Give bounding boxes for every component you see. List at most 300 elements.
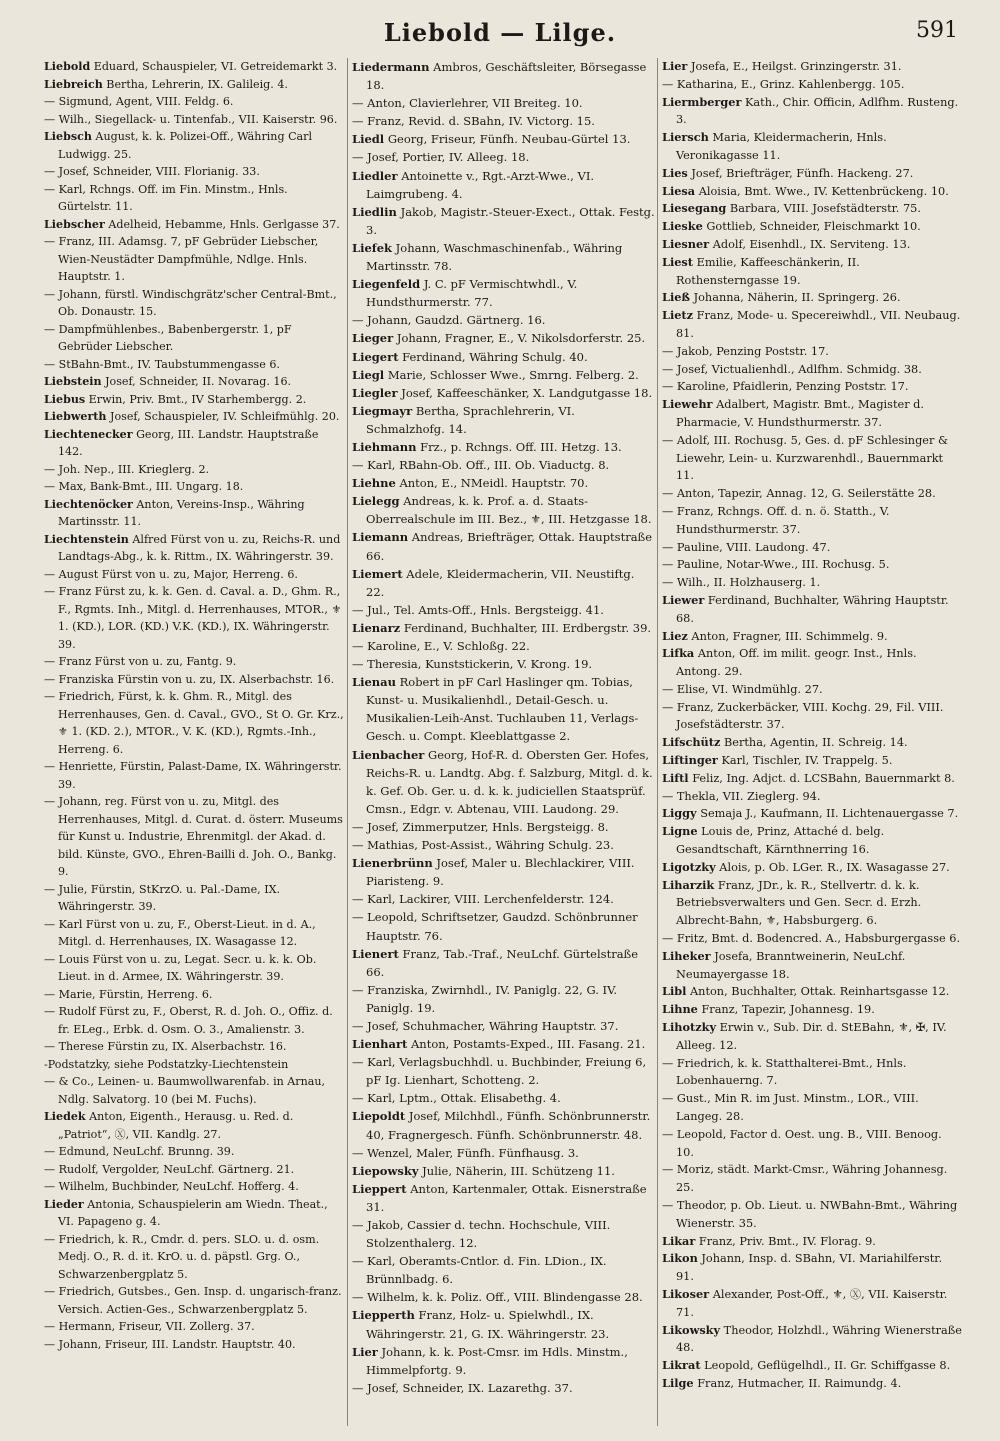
entry-surname: Ließ [662, 290, 691, 305]
entry-details: — Karl, Oberamts-Cntlor. d. Fin. LDion., IX. Brünnlbadg. 6. [352, 1254, 607, 1287]
entry-details: — Jakob, Penzing Poststr. 17. [662, 344, 829, 358]
directory-entry [352, 528, 656, 564]
directory-entry [352, 565, 656, 601]
directory-entry [44, 1003, 344, 1038]
entry-details: Josef, Schneider, II. Novarag. 16. [101, 375, 292, 388]
entry-surname: Liftinger [662, 753, 718, 768]
entry-details: Johanna, Näherin, II. Springerg. 26. [690, 291, 901, 305]
entry-details: Anton, Kartenmaler, Ottak. Eisnerstraße 31. [366, 1181, 647, 1214]
entry-details: Ambros, Geschäftsleiter, Börsegasse 18. [366, 60, 647, 93]
entry-surname: Liedermann [352, 60, 430, 74]
entry-details: Alexander, Post-Off., ⚜, Ⓧ, VII. Kaiserstr. 71. [676, 1287, 948, 1319]
directory-entry [352, 348, 656, 366]
directory-entry [662, 1286, 962, 1322]
entry-details: Franz, Mode- u. Specereiwhdl., VII. Neubaug. 81. [676, 309, 961, 340]
directory-entry [662, 432, 962, 485]
entry-details: Bertha, Sprachlehrerin, VI. Schmalzhofg. 14. [366, 403, 575, 436]
entry-surname: Liebstein [44, 375, 102, 388]
directory-entry [44, 163, 344, 181]
entry-details: — Leopold, Factor d. Oest. ung. B., VIII. Benoog. 10. [662, 1127, 942, 1159]
directory-entry [662, 1375, 962, 1393]
entry-details: Karl, Tischler, IV. Trappelg. 5. [717, 754, 893, 768]
directory-entry [662, 788, 962, 806]
entry-details: Josef, Milchhdl., Fünfh. Schönbrunnerstr. 40, Fragnergesch. Fünfh. Schönbrunnerstr. 48. [366, 1109, 651, 1142]
entry-details: — Franz Fürst von u. zu, Fantg. 9. [44, 655, 237, 668]
entry-surname: Lienau [352, 675, 396, 690]
directory-entry [662, 485, 962, 503]
directory-entry [44, 1196, 344, 1231]
directory-entry [662, 218, 962, 236]
directory-entry [352, 474, 656, 492]
entry-details: — Max, Bank-Bmt., III. Ungarg. 18. [44, 480, 244, 493]
directory-entry [44, 286, 344, 321]
entry-details: — Moriz, städt. Markt-Cmsr., Währing Johannesg. 25. [662, 1163, 948, 1195]
entry-details: — Karl, Rchngs. Off. im Fin. Minstm., Hnls. Gürtelstr. 11. [44, 182, 288, 213]
directory-entry [352, 1216, 656, 1252]
directory-entry [44, 1318, 344, 1336]
entry-surname: Lienhart [352, 1037, 408, 1052]
directory-entry [662, 503, 962, 539]
directory-entry [662, 1357, 962, 1375]
entry-details: Franz, Tapezir, Johannesg. 19. [697, 1003, 875, 1017]
entry-details: Erwin, Priv. Bmt., IV Starhembergg. 2. [85, 392, 307, 406]
directory-entry [662, 859, 962, 877]
directory-entry [44, 583, 344, 653]
column-2 [352, 58, 656, 1397]
entry-surname: Liepoldt [352, 1109, 406, 1124]
entry-surname: Liechtenöcker [44, 497, 133, 511]
directory-entry [352, 1053, 656, 1089]
directory-entry [44, 688, 344, 758]
directory-entry [44, 653, 344, 671]
entry-surname: Liemann [352, 530, 409, 545]
directory-entry [44, 216, 344, 234]
directory-entry [44, 1161, 344, 1179]
directory-entry [662, 805, 962, 823]
entry-surname: Liewehr [662, 397, 713, 412]
entry-details: Anton, Eigenth., Herausg. u. Red. d. „Patriot“, Ⓧ, VII. Kandlg. 27. [58, 1110, 294, 1141]
entry-details: — Josef, Schuhmacher, Währing Hauptstr. 37. [352, 1018, 619, 1033]
directory-entry [44, 93, 344, 111]
directory-entry [352, 402, 656, 438]
entry-surname: Liegmayr [352, 403, 413, 418]
entry-details: Marie, Schlosser Wwe., Smrng. Felberg. 2. [384, 367, 639, 382]
entry-details: Andreas, Briefträger, Ottak. Hauptstraße 66. [366, 530, 653, 563]
entry-details: — Jakob, Cassier d. techn. Hochschule, VIII. Stolzenthalerg. 12. [352, 1218, 611, 1251]
directory-entry [662, 574, 962, 592]
entry-surname: Liepowsky [352, 1163, 419, 1178]
entry-details: Aloisia, Bmt. Wwe., IV. Kettenbrückeng. 10. [695, 184, 949, 198]
directory-entry [44, 1056, 344, 1074]
directory-entry [44, 233, 344, 286]
entry-surname: Liegert [352, 349, 399, 364]
directory-entry [662, 1233, 962, 1251]
directory-entry [352, 130, 656, 148]
entry-details: Antonia, Schauspielerin am Wiedn. Theat., VI. Papageno g. 4. [58, 1197, 328, 1228]
entry-details: — Thekla, VII. Zieglerg. 94. [662, 789, 821, 803]
entry-surname: Lienerbrünn [352, 856, 433, 871]
directory-entry [352, 94, 656, 112]
entry-surname: Liebold [44, 60, 91, 73]
entry-details: — Wenzel, Maler, Fünfh. Fünfhausg. 3. [352, 1145, 579, 1160]
entry-surname: Liechtenstein [44, 532, 129, 546]
directory-entry [662, 645, 962, 681]
entry-details: — Fritz, Bmt. d. Bodencred. A., Habsburgergasse 6. [662, 932, 961, 946]
entry-surname: Liesa [662, 183, 696, 198]
directory-entry [352, 655, 656, 673]
entry-surname: Liegler [352, 385, 398, 400]
entry-surname: Liegenfeld [352, 277, 421, 292]
directory-entry [352, 384, 656, 402]
entry-details: — Franz, III. Adamsg. 7, pF Gebrüder Liebscher, Wien-Neustädter Dampfmühle, Ndlge. Hnls. Hauptstr. 1. [44, 235, 319, 283]
directory-entry [352, 239, 656, 275]
directory-entry [352, 637, 656, 655]
entry-details: — Elise, VI. Windmühlg. 27. [662, 682, 823, 696]
directory-entry [352, 275, 656, 311]
entry-details: — Friedrich, Fürst, k. k. Ghm. R., Mitgl. des Herrenhauses, Gen. d. Caval., GVO., St O. Gr. Krz., ⚜ 1. (KD. 2.), MTOR., V. K. (KD.), Rgmts.-Inh., Herreng. 6. [44, 690, 344, 756]
entry-details: Maria, Kleidermacherin, Hnls. Veronikagasse 11. [676, 131, 887, 162]
entry-details: Johann, k. k. Post-Cmsr. im Hdls. Minstm., Himmelpfortg. 9. [366, 1344, 628, 1377]
entry-surname: Liebus [44, 392, 86, 406]
entry-details: Anton, Vereins-Insp., Währing Martinsstr. 11. [58, 497, 305, 528]
directory-entry [662, 539, 962, 557]
entry-details: Franz, Holz- u. Spielwhdl., IX. Währingerstr. 21, G. IX. Währingerstr. 23. [366, 1308, 610, 1341]
entry-details: Robert in pF Carl Haslinger qm. Tobias, Kunst- u. Musikalienhdl., Detail-Gesch. u. Musikalien-Leih-Anst. Tuchlauben 11, Verlags-Gesch. u. Compt. Kleeblattgasse 2. [366, 675, 639, 744]
entry-details: Ferdinand, Buchhalter, Währing Hauptstr. 68. [676, 593, 949, 625]
column-3 [662, 58, 962, 1393]
entry-details: — Julie, Fürstin, StKrzO. u. Pal.-Dame, IX. Währingerstr. 39. [44, 882, 281, 913]
directory-entry [352, 148, 656, 166]
directory-entry [44, 566, 344, 584]
directory-entry [352, 1162, 656, 1180]
entry-details: — Theresia, Kunststickerin, V. Krong. 19. [352, 657, 593, 672]
entry-details: — Johann, Friseur, III. Landstr. Hauptstr. 40. [44, 1337, 296, 1351]
entry-details: — Henriette, Fürstin, Palast-Dame, IX. Währingerstr. 39. [44, 760, 342, 791]
directory-entry [44, 1283, 344, 1318]
entry-surname: Liggy [662, 806, 697, 821]
directory-entry [352, 167, 656, 203]
entry-surname: Lieder [44, 1197, 84, 1211]
entry-surname: Likowsky [662, 1322, 721, 1337]
entry-details: Johann, Fragner, E., V. Nikolsdorferstr. 25. [393, 331, 646, 346]
entry-details: Franz, Hutmacher, II. Raimundg. 4. [693, 1376, 902, 1390]
directory-entry [352, 854, 656, 890]
directory-entry [352, 492, 656, 528]
directory-entry [352, 601, 656, 619]
directory-entry [662, 129, 962, 165]
entry-details: — Franz, Rchngs. Off. d. n. ö. Statth., V. Hundsthurmerstr. 37. [662, 504, 890, 536]
directory-entry [662, 1055, 962, 1091]
entry-details: — Josef, Schneider, IX. Lazarethg. 37. [352, 1380, 573, 1395]
entry-surname: Liemert [352, 566, 403, 581]
directory-entry [662, 556, 962, 574]
entry-details: Erwin v., Sub. Dir. d. StEBahn, ⚜, ✠, IV. Alleeg. 12. [676, 1021, 947, 1052]
entry-surname: Liebwerth [44, 410, 107, 423]
directory-entry [662, 1019, 962, 1055]
entry-details: — Pauline, Notar-Wwe., III. Rochusg. 5. [662, 558, 890, 572]
directory-entry [44, 321, 344, 356]
entry-details: — Wilhelm, k. k. Poliz. Off., VIII. Blindengasse 28. [352, 1290, 643, 1305]
entry-surname: Lier [662, 59, 688, 73]
entry-details: Ferdinand, Währing Schulg. 40. [398, 349, 588, 364]
directory-entry [352, 890, 656, 908]
entry-surname: Lienert [352, 946, 399, 961]
entry-details: — Friedrich, k. k. Statthalterei-Bmt., Hnls. Lobenhauerng. 7. [662, 1056, 907, 1088]
entry-details: Frz., p. Rchngs. Off. III. Hetzg. 13. [416, 439, 622, 454]
directory-entry [44, 356, 344, 374]
entry-surname: Lieske [662, 219, 703, 234]
entry-surname: Liedek [44, 1110, 86, 1123]
entry-details: — Marie, Fürstin, Herreng. 6. [44, 987, 213, 1001]
entry-details: — Karl, Verlagsbuchhdl. u. Buchbinder, Freiung 6, pF Ig. Lienhart, Schotteng. 2. [352, 1055, 647, 1088]
entry-details: — Wilh., Siegellack- u. Tintenfab., VII. Kaiserstr. 96. [44, 112, 338, 126]
entry-details: Feliz, Ing. Adjct. d. LCSBahn, Bauernmarkt 8. [688, 771, 955, 785]
entry-details: — StBahn-Bmt., IV. Taubstummengasse 6. [44, 357, 280, 371]
entry-details: — Sigmund, Agent, VIII. Feldg. 6. [44, 95, 234, 108]
directory-entry [662, 76, 962, 94]
entry-details: — Hermann, Friseur, VII. Zollerg. 37. [44, 1320, 255, 1333]
directory-entry [352, 1144, 656, 1162]
entry-details: Emilie, Kaffeeschänkerin, II. Rothensterngasse 19. [676, 255, 860, 287]
entry-details: — Karl, RBahn-Ob. Off., III. Ob. Viaductg. 8. [352, 458, 610, 473]
entry-surname: Liegl [352, 367, 385, 382]
entry-details: Josefa, Branntweinerin, NeuLchf. Neumayergasse 18. [676, 949, 906, 981]
directory-entry [662, 734, 962, 752]
directory-entry [662, 165, 962, 183]
entry-surname: Lies [662, 165, 688, 180]
directory-entry [352, 1288, 656, 1306]
entry-surname: Liheker [662, 948, 711, 963]
running-title: Liebold — Lilge. [383, 18, 617, 47]
entry-details: Josef, Kaffeeschänker, X. Landgutgasse 18. [397, 385, 653, 400]
entry-surname: Liebreich [44, 77, 103, 91]
directory-entry [44, 1143, 344, 1161]
entry-details: — Josef, Schneider, VIII. Florianig. 33. [44, 165, 260, 178]
entry-details: Bertha, Lehrerin, IX. Galileig. 4. [102, 77, 288, 91]
entry-details: — & Co., Leinen- u. Baumwollwarenfab. in Arnau, Ndlg. Salvatorg. 10 (bei M. Fuchs). [44, 1075, 326, 1106]
directory-entry [44, 531, 344, 566]
directory-entry [662, 681, 962, 699]
entry-details: — Anton, Clavierlehrer, VII Breiteg. 10. [352, 96, 583, 111]
entry-details: Georg, Hof-R. d. Obersten Ger. Hofes, Reichs-R. u. Landtg. Abg. f. Salzburg, Mitgl. d. k. k. Gef. Ob. Ger. u. d. k. k. judiciellen Staatsprüf. Cmsn., Edgr. v. Abtenau, VIII. Laudong. 29. [366, 747, 653, 816]
directory-entry [352, 1306, 656, 1342]
directory-entry [352, 945, 656, 981]
directory-entry [44, 373, 344, 391]
entry-details: Gottlieb, Schneider, Fleischmarkt 10. [702, 220, 921, 234]
entry-details: Franz, Tab.-Traf., NeuLchf. Gürtelstraße 66. [366, 946, 639, 979]
entry-details: — Pauline, VIII. Laudong. 47. [662, 540, 831, 554]
entry-surname: Likar [662, 1233, 696, 1248]
directory-entry [352, 203, 656, 239]
directory-entry [662, 254, 962, 290]
entry-details: — Theodor, p. Ob. Lieut. u. NWBahn-Bmt., Währing Wienerstr. 35. [662, 1199, 958, 1230]
entry-surname: Lihne [662, 1002, 698, 1017]
entry-details: — Franz, Revid. d. SBahn, IV. Victorg. 15. [352, 114, 595, 129]
entry-details: — Wilhelm, Buchbinder, NeuLchf. Hofferg. 4. [44, 1180, 299, 1193]
entry-details: Josef, Briefträger, Fünfh. Hackeng. 27. [687, 166, 914, 180]
entry-details: Louis de, Prinz, Attaché d. belg. Gesandtschaft, Kärnthnerring 16. [676, 825, 885, 857]
directory-entry [352, 1089, 656, 1107]
entry-details: Semaja J., Kaufmann, II. Lichtenauergasse 7. [696, 807, 959, 821]
directory-entry [44, 391, 344, 409]
entry-surname: Liepperth [352, 1308, 415, 1323]
directory-entry [662, 752, 962, 770]
directory-entry [44, 426, 344, 461]
entry-surname: Liersch [662, 130, 709, 145]
entry-details: — Gust., Min R. im Just. Minstm., LOR., VIII. Langeg. 28. [662, 1092, 919, 1124]
entry-details: Antoinette v., Rgt.-Arzt-Wwe., VI. Laimgrubeng. 4. [366, 168, 595, 201]
directory-entry [662, 183, 962, 201]
entry-surname: Liez [662, 628, 688, 643]
entry-surname: Liedler [352, 168, 398, 183]
entry-details: Theodor, Holzhdl., Währing Wienerstraße 48. [676, 1323, 962, 1355]
directory-entry [352, 438, 656, 456]
entry-surname: Lifka [662, 646, 695, 661]
entry-details: — Josef, Portier, IV. Alleeg. 18. [352, 150, 530, 165]
entry-details: Alfred Fürst von u. zu, Reichs-R. und Landtags-Abg., k. k. Rittm., IX. Währingerstr. 39. [58, 532, 341, 563]
directory-entry [662, 983, 962, 1001]
directory-entry [352, 1107, 656, 1143]
entry-details: Eduard, Schauspieler, VI. Getreidemarkt 3. [90, 60, 338, 73]
directory-entry [44, 496, 344, 531]
directory-entry [44, 461, 344, 479]
directory-entry [352, 1017, 656, 1035]
entry-details: — Josef, Zimmerputzer, Hnls. Bergsteigg. 8. [352, 819, 609, 834]
entry-surname: Liesegang [662, 201, 727, 216]
column-rule [347, 58, 348, 1426]
directory-entry [352, 981, 656, 1017]
entry-surname: Lieger [352, 331, 394, 346]
directory-entry [44, 916, 344, 951]
entry-surname: Liharzik [662, 877, 715, 892]
entry-surname: Likoser [662, 1286, 710, 1301]
entry-details: — Franz, Zuckerbäcker, VIII. Kochg. 29, Fil. VIII. Josefstädterstr. 37. [662, 700, 944, 732]
entry-surname: Ligne [662, 824, 698, 839]
entry-details: — Mathias, Post-Assist., Währing Schulg. 23. [352, 838, 614, 853]
entry-surname: Liedl [352, 132, 385, 147]
entry-details: — Edmund, NeuLchf. Brunng. 39. [44, 1145, 235, 1158]
directory-entry [662, 396, 962, 432]
entry-surname: Liechtenecker [44, 427, 133, 441]
directory-entry [662, 58, 962, 76]
entry-details: — Franz Fürst zu, k. k. Gen. d. Caval. a. D., Ghm. R., F., Rgmts. Inh., Mitgl. d. Herrenhauses, MTOR., ⚜ 1. (KD.), LOR. (KD.) V.K. (KD.), IX. Währingerstr. 39. [44, 585, 342, 651]
directory-entry [44, 1038, 344, 1056]
entry-surname: Liermberger [662, 94, 742, 109]
directory-entry [352, 456, 656, 474]
entry-details: Adalbert, Magistr. Bmt., Magister d. Pharmacie, V. Hundsthurmerstr. 37. [676, 398, 925, 429]
entry-details: — Rudolf Fürst zu, F., Oberst, R. d. Joh. O., Offiz. d. fr. ELeg., Erbk. d. Osm. O. 3., Amalienstr. 3. [44, 1005, 333, 1036]
entry-details: Franz, JDr., k. R., Stellvertr. d. k. k. Betriebsverwalters und Gen. Secr. d. Erzh. Albrecht-Bahn, ⚜, Habsburgerg. 6. [676, 878, 922, 928]
entry-details: Georg, III. Landstr. Hauptstraße 142. [58, 427, 319, 458]
entry-surname: Lienarz [352, 620, 401, 635]
entry-details: Adolf, Eisenhdl., IX. Serviteng. 13. [709, 237, 911, 251]
entry-surname: Lietz [662, 308, 694, 323]
entry-details: — Johann, Gaudzd. Gärtnerg. 16. [352, 313, 546, 328]
directory-entry [662, 1161, 962, 1197]
entry-details: — Wilh., II. Holzhauserg. 1. [662, 576, 821, 590]
entry-details: — Josef, Victualienhdl., Adlfhm. Schmidg. 38. [662, 362, 922, 376]
directory-entry [44, 986, 344, 1004]
directory-entry [44, 478, 344, 496]
entry-surname: Ligotzky [662, 859, 716, 874]
page-header [0, 18, 1000, 52]
entry-details: Josef, Schauspieler, IV. Schleifmühlg. 20. [106, 410, 340, 423]
directory-entry [662, 94, 962, 130]
directory-entry [352, 1379, 656, 1397]
entry-surname: Lier [352, 1344, 378, 1359]
directory-entry [352, 329, 656, 347]
directory-entry [352, 366, 656, 384]
entry-surname: Liesner [662, 236, 710, 251]
entry-details: — Friedrich, Gutsbes., Gen. Insp. d. ungarisch-franz. Versich. Actien-Ges., Schwarzenbergplatz 5. [44, 1285, 342, 1316]
directory-entry [44, 1073, 344, 1108]
entry-surname: Lienbacher [352, 747, 425, 762]
entry-details: — Friedrich, k. R., Cmdr. d. pers. SLO. u. d. osm. Medj. O., R. d. it. KrO. u. d. päpstl. Grg. O., Schwarzenbergplatz 5. [44, 1232, 320, 1281]
entry-details: — Johann, reg. Fürst von u. zu, Mitgl. des Herrenhauses, Mitgl. d. Curat. d. österr. Museums für Kunst u. Industrie, Ehrenmitgl. der Akad. d. bild. Künste, GVO., Ehren-Bailli d. Joh. O., Bankg. 9. [44, 795, 343, 878]
entry-details: — Adolf, III. Rochusg. 5, Ges. d. pF Schlesinger & Liewehr, Lein- u. Kurzwarenhdl., Bauernmarkt 11. [662, 433, 949, 483]
directory-entry [44, 1231, 344, 1284]
entry-details: — Anton, Tapezir, Annag. 12, G. Seilerstätte 28. [662, 487, 936, 501]
entry-surname: Liest [662, 254, 694, 269]
entry-details: — Karl, Lackirer, VIII. Lerchenfelderstr. 124. [352, 892, 614, 907]
entry-details: Josefa, E., Heilgst. Grinzingerstr. 31. [687, 60, 902, 73]
column-rule [657, 58, 658, 1426]
entry-details: Bertha, Agentin, II. Schreig. 14. [720, 736, 908, 750]
directory-entry [352, 58, 656, 94]
entry-details: — Leopold, Schriftsetzer, Gaudzd. Schönbrunner Hauptstr. 76. [352, 910, 638, 943]
directory-entry [662, 378, 962, 396]
directory-entry [352, 619, 656, 637]
directory-entry [662, 1322, 962, 1358]
entry-surname: Lieppert [352, 1181, 407, 1196]
entry-surname: Lilge [662, 1375, 694, 1390]
entry-details: Franz, Priv. Bmt., IV. Florag. 9. [695, 1234, 876, 1248]
directory-entry [44, 58, 344, 76]
entry-details: — Rudolf, Vergolder, NeuLchf. Gärtnerg. 21. [44, 1162, 295, 1176]
entry-details: August, k. k. Polizei-Off., Währing Carl Ludwigg. 25. [58, 130, 313, 161]
entry-details: Anton, Fragner, III. Schimmelg. 9. [687, 629, 888, 643]
directory-entry [662, 592, 962, 628]
directory-entry [352, 1343, 656, 1379]
entry-surname: Likon [662, 1251, 698, 1266]
directory-entry [44, 951, 344, 986]
entry-details: Johann, Insp. d. SBahn, VI. Mariahilferstr. 91. [676, 1252, 943, 1284]
directory-entry [352, 836, 656, 854]
entry-details: Adele, Kleidermacherin, VII. Neustiftg. 22. [366, 566, 635, 599]
directory-entry [662, 1250, 962, 1286]
directory-entry [352, 311, 656, 329]
entry-details: Johann, Waschmaschinenfab., Währing Martinsstr. 78. [366, 240, 623, 274]
directory-entry [352, 908, 656, 944]
directory-entry [352, 818, 656, 836]
entry-details: — Karl, Lptm., Ottak. Elisabethg. 4. [352, 1091, 561, 1106]
directory-entry [352, 112, 656, 130]
entry-details: Josef, Maler u. Blechlackirer, VIII. Piaristeng. 9. [366, 856, 635, 889]
directory-entry [662, 948, 962, 984]
directory-entry [44, 408, 344, 426]
entry-details: Julie, Näherin, III. Schützeng 11. [418, 1163, 615, 1178]
page-number: 591 [916, 18, 958, 43]
directory-entry [662, 877, 962, 930]
entry-details: — Jul., Tel. Amts-Off., Hnls. Bergsteigg. 41. [352, 602, 604, 617]
entry-details: Ferdinand, Buchhalter, III. Erdbergstr. 39. [400, 620, 652, 635]
entry-details: Georg, Friseur, Fünfh. Neubau-Gürtel 13. [384, 132, 631, 147]
directory-entry [352, 1180, 656, 1216]
directory-entry [662, 289, 962, 307]
directory-entry [662, 930, 962, 948]
directory-entry [662, 770, 962, 788]
directory-entry [662, 1126, 962, 1162]
